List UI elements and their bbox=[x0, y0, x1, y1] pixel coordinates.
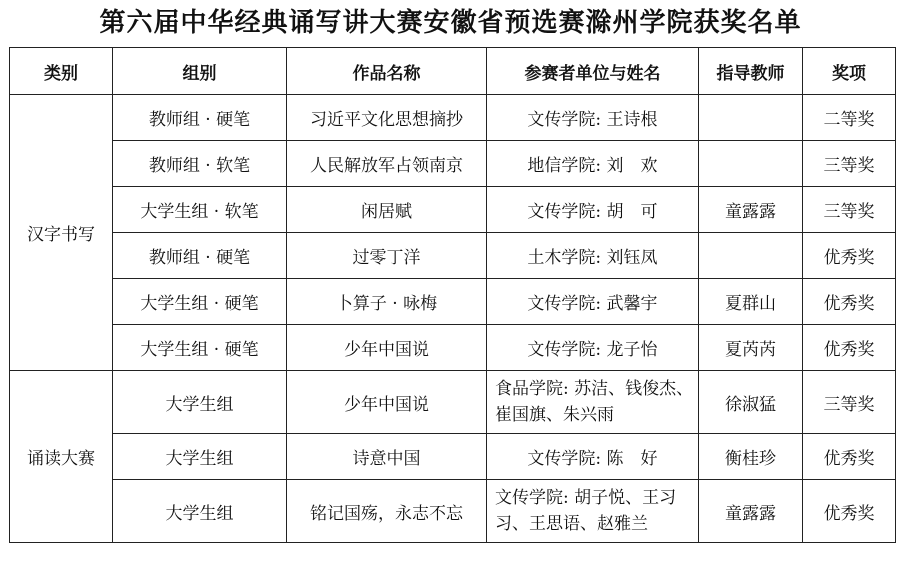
group-cell: 大学生组 · 硬笔 bbox=[113, 325, 287, 371]
participant-cell: 土木学院: 刘钰凤 bbox=[487, 233, 699, 279]
participant-cell: 文传学院: 王诗根 bbox=[487, 95, 699, 141]
group-cell: 大学生组 · 硬笔 bbox=[113, 279, 287, 325]
group-cell: 教师组 · 软笔 bbox=[113, 141, 287, 187]
teacher-cell: 徐淑猛 bbox=[699, 371, 803, 434]
award-cell: 二等奖 bbox=[803, 95, 896, 141]
table-row bbox=[10, 187, 896, 233]
award-table bbox=[9, 47, 896, 543]
award-cell: 优秀奖 bbox=[803, 434, 896, 480]
work-cell: 铭记国殇，永志不忘 bbox=[287, 480, 487, 543]
table-row bbox=[10, 434, 896, 480]
work-cell: 习近平文化思想摘抄 bbox=[287, 95, 487, 141]
work-cell: 少年中国说 bbox=[287, 371, 487, 434]
teacher-cell: 夏群山 bbox=[699, 279, 803, 325]
work-cell: 过零丁洋 bbox=[287, 233, 487, 279]
teacher-cell bbox=[699, 233, 803, 279]
group-cell: 大学生组 bbox=[113, 371, 287, 434]
teacher-cell: 衡桂珍 bbox=[699, 434, 803, 480]
work-cell: 卜算子 · 咏梅 bbox=[287, 279, 487, 325]
group-cell: 教师组 · 硬笔 bbox=[113, 95, 287, 141]
header-teacher: 指导教师 bbox=[699, 48, 803, 95]
participant-cell: 文传学院: 胡 可 bbox=[487, 187, 699, 233]
work-cell: 人民解放军占领南京 bbox=[287, 141, 487, 187]
document-title: 第六届中华经典诵写讲大赛安徽省预选赛滁州学院获奖名单 bbox=[99, 8, 802, 38]
header-group: 组别 bbox=[113, 48, 287, 95]
teacher-cell: 童露露 bbox=[699, 480, 803, 543]
award-cell: 三等奖 bbox=[803, 371, 896, 434]
table-row bbox=[10, 325, 896, 371]
header-participant: 参赛者单位与姓名 bbox=[487, 48, 699, 95]
header-category: 类别 bbox=[10, 48, 113, 95]
group-cell: 教师组 · 硬笔 bbox=[113, 233, 287, 279]
award-cell: 三等奖 bbox=[803, 187, 896, 233]
table-row bbox=[10, 480, 896, 543]
group-cell: 大学生组 bbox=[113, 480, 287, 543]
group-cell: 大学生组 · 软笔 bbox=[113, 187, 287, 233]
participant-cell: 文传学院: 武馨宇 bbox=[487, 279, 699, 325]
table-row bbox=[10, 141, 896, 187]
header-row bbox=[10, 48, 896, 95]
header-work: 作品名称 bbox=[287, 48, 487, 95]
work-cell: 闲居赋 bbox=[287, 187, 487, 233]
teacher-cell: 夏芮芮 bbox=[699, 325, 803, 371]
participant-cell: 文传学院: 陈 好 bbox=[487, 434, 699, 480]
participant-cell: 地信学院: 刘 欢 bbox=[487, 141, 699, 187]
table-row bbox=[10, 95, 896, 141]
table-row bbox=[10, 279, 896, 325]
category-cell: 诵读大赛 bbox=[10, 371, 113, 543]
teacher-cell bbox=[699, 95, 803, 141]
table-row bbox=[10, 233, 896, 279]
category-cell: 汉字书写 bbox=[10, 95, 113, 371]
teacher-cell bbox=[699, 141, 803, 187]
work-cell: 少年中国说 bbox=[287, 325, 487, 371]
participant-cell: 文传学院: 胡子悦、王习习、王思语、赵雅兰 bbox=[487, 480, 699, 543]
award-cell: 三等奖 bbox=[803, 141, 896, 187]
header-award: 奖项 bbox=[803, 48, 896, 95]
award-cell: 优秀奖 bbox=[803, 279, 896, 325]
award-cell: 优秀奖 bbox=[803, 233, 896, 279]
participant-cell: 食品学院: 苏洁、钱俊杰、崔国旗、朱兴雨 bbox=[487, 371, 699, 434]
group-cell: 大学生组 bbox=[113, 434, 287, 480]
teacher-cell: 童露露 bbox=[699, 187, 803, 233]
work-cell: 诗意中国 bbox=[287, 434, 487, 480]
award-cell: 优秀奖 bbox=[803, 325, 896, 371]
award-cell: 优秀奖 bbox=[803, 480, 896, 543]
table-row bbox=[10, 371, 896, 434]
participant-cell: 文传学院: 龙子怡 bbox=[487, 325, 699, 371]
